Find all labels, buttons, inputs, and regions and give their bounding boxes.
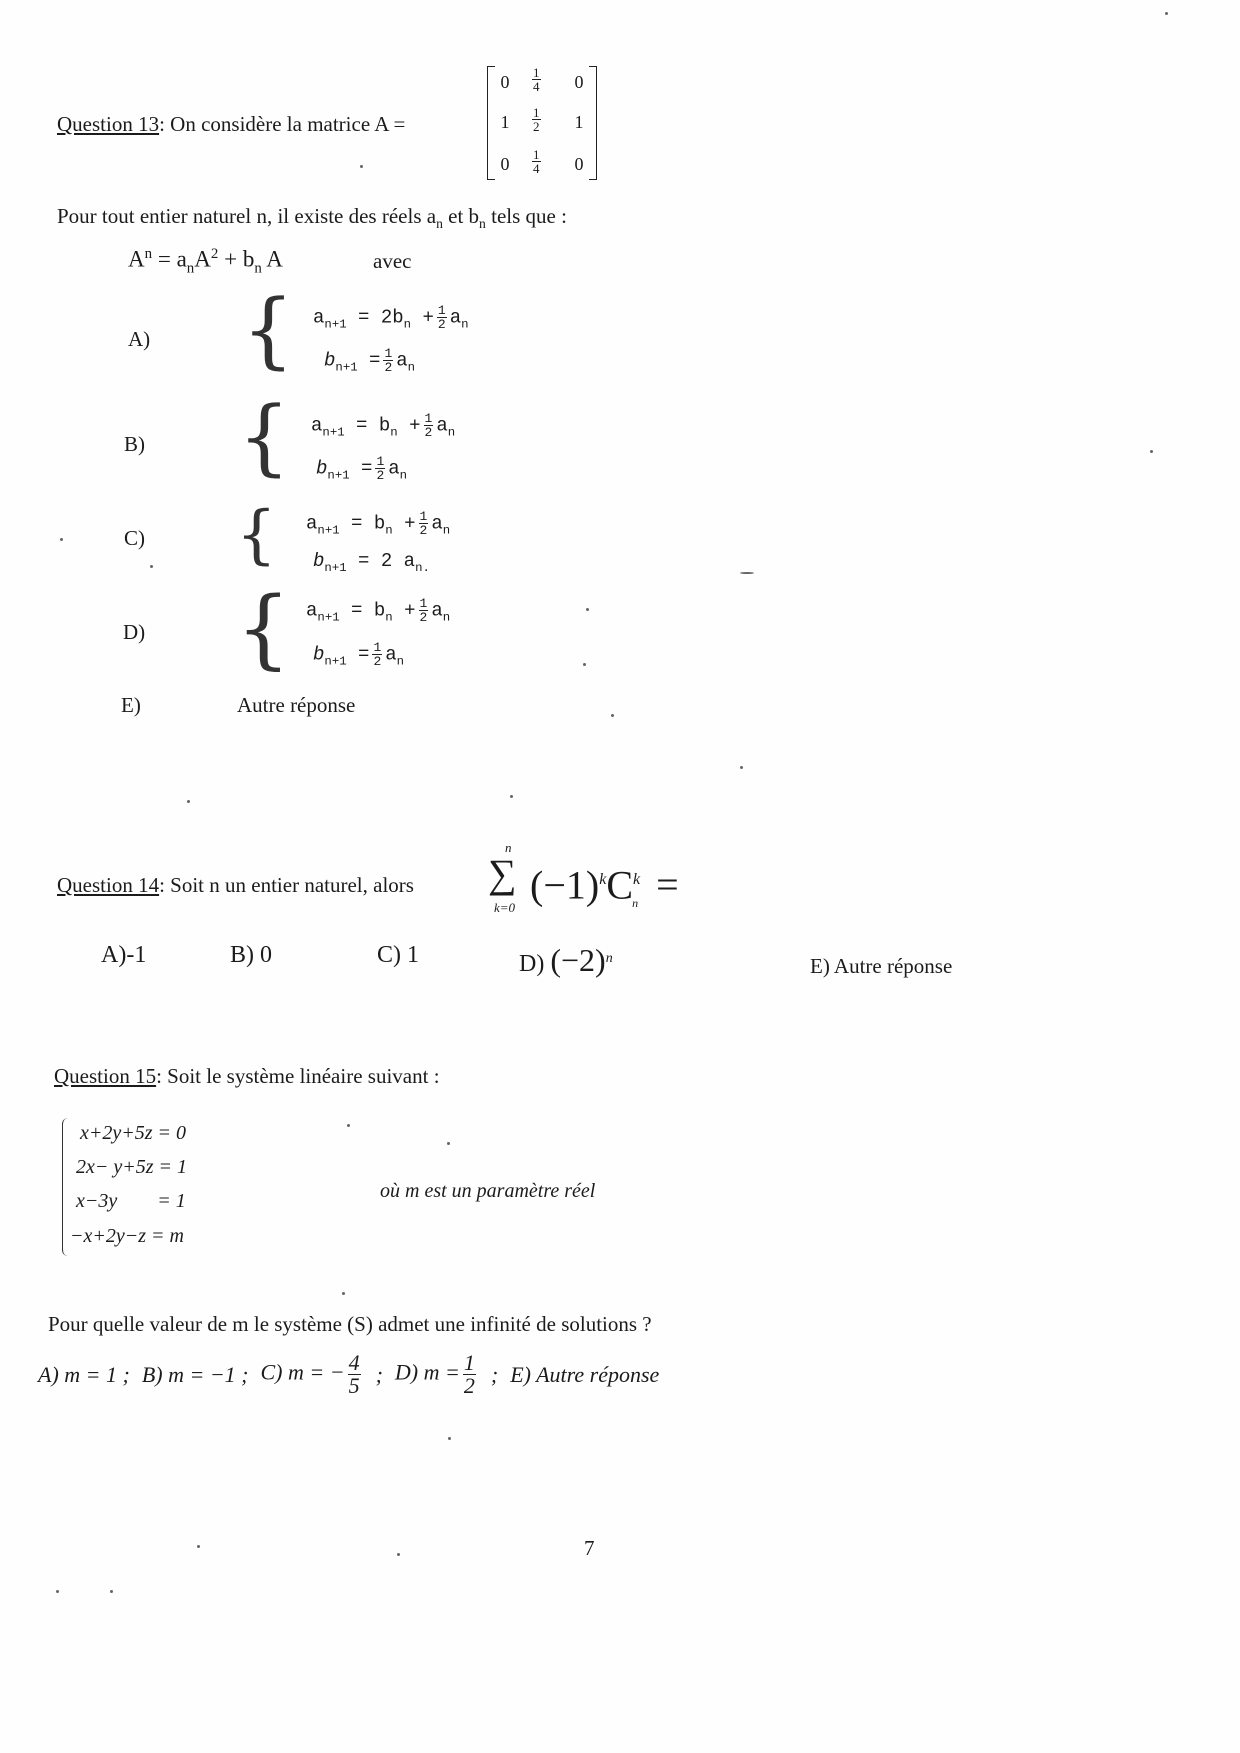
- q14-sum-expression: [488, 840, 728, 920]
- q13-option-b-line2: $b_{n+1}$ = $\frac{1}{2}$ $a_n$: [316, 454, 408, 483]
- q13-option-a-line2: $b_{n+1}$ = $\frac{1}{2}$ $a_n$: [324, 346, 416, 375]
- scan-speck: [583, 663, 586, 666]
- scan-speck: [197, 1545, 200, 1548]
- page-number: 7: [584, 1536, 595, 1560]
- q13-option-b-line1: $a_{n+1} = b_n$ + $\frac{1}{2}$ $a_n$: [311, 411, 456, 440]
- q15-intro: : Soit le système linéaire suivant :: [156, 1064, 440, 1088]
- scan-speck: [1150, 450, 1153, 453]
- q15-equation-3: x−3y = 1: [76, 1190, 186, 1212]
- q13-avec: avec: [373, 249, 412, 273]
- q13-option-a-letter: A): [128, 327, 151, 351]
- q15-answer-e: E) Autre réponse: [510, 1361, 660, 1387]
- scan-speck: [740, 766, 743, 769]
- scan-speck: [448, 1437, 451, 1440]
- q14-label: Question 14: [57, 873, 160, 897]
- scan-speck: [510, 795, 513, 798]
- sigma-icon: ∑: [488, 851, 517, 896]
- scan-speck: [360, 165, 363, 168]
- q13-option-c-line1: $a_{n+1} = b_n$ + $\frac{1}{2}$ $a_n$: [306, 509, 451, 538]
- matrix-cell: 0: [500, 72, 510, 92]
- matrix-cell-frac: $\frac{1}{4}$: [533, 147, 540, 176]
- scan-speck: [397, 1553, 400, 1556]
- sum-body: $(-1)^kC^k_n$ =: [530, 862, 679, 911]
- q13-heading: [57, 112, 405, 137]
- q13-option-d-line1: $a_{n+1} = b_n$ + $\frac{1}{2}$ $a_n$: [306, 596, 451, 625]
- brace-icon: {: [236, 498, 277, 572]
- matrix-cell: 0: [574, 72, 584, 92]
- q13-option-e-text: Autre réponse: [237, 693, 356, 717]
- q13-option-d-line2: $b_{n+1}$ = $\frac{1}{2}$ $a_n$: [313, 640, 405, 669]
- q15-question: Pour quelle valeur de m le système (S) admet une infinité de solutions ?: [48, 1312, 652, 1336]
- q15-answer-b: B) m = −1 ;: [141, 1361, 249, 1387]
- q13-option-b-letter: B): [124, 432, 145, 456]
- q13-statement: Pour tout entier naturel n, il existe des réels $a_n$ et $b_n$ tels que :: [57, 204, 567, 232]
- q15-label: Question 15: [54, 1064, 157, 1088]
- scan-speck: [447, 1142, 450, 1145]
- q14-intro: : Soit n un entier naturel, alors: [159, 873, 414, 897]
- scan-speck: [1165, 12, 1168, 15]
- q13-option-d-letter: D): [123, 620, 146, 644]
- scan-speck: [187, 800, 190, 803]
- q15-answer-a: A) m = 1 ;: [38, 1361, 130, 1387]
- matrix-cell: 1: [500, 112, 510, 132]
- q15-equation-1: x+2y+5z = 0: [80, 1122, 187, 1144]
- q13-matrix: [487, 66, 597, 182]
- q13-intro: : On considère la matrice A =: [159, 112, 406, 136]
- q13-option-e-letter: E): [121, 693, 141, 717]
- q15-param-note: où m est un paramètre réel: [380, 1180, 596, 1202]
- matrix-cell: 0: [500, 154, 510, 174]
- q15-equation-4: −x+2y−z = m: [70, 1225, 184, 1247]
- q15-heading: [54, 1064, 440, 1089]
- q14-answer-b: B) 0: [230, 942, 272, 968]
- q15-answers: A) m = 1 ; B) m = −1 ; C) m = − $\frac{4}{5}$ ; D) m = $\frac{1}{2}$ ; E) Autre réponse: [38, 1350, 660, 1398]
- q14-heading: [57, 873, 414, 898]
- q13-option-a-line1: $a_{n+1} = 2b_n$ + $\frac{1}{2}$ $a_n$: [313, 303, 469, 332]
- sum-lower-limit: k=0: [494, 900, 516, 915]
- q13-formula: $A^n = a_nA^2 + b_n$ A: [128, 246, 283, 277]
- scan-speck: [110, 1590, 113, 1593]
- matrix-cell: 1: [574, 112, 584, 132]
- q14-answer-c: C) 1: [377, 942, 419, 968]
- brace-icon: {: [242, 283, 295, 378]
- q14-answer-d: D) $(-2)^n$: [519, 942, 613, 978]
- matrix-cell: 0: [574, 154, 584, 174]
- matrix-cell-frac: $\frac{1}{2}$: [533, 105, 540, 134]
- q15-equation-2: 2x− y+5z = 1: [76, 1156, 188, 1178]
- brace-icon: {: [236, 579, 291, 679]
- q15-answer-c: C) m = − $\frac{4}{5}$: [260, 1350, 360, 1398]
- q13-option-c-line2: $b_{n+1} = 2$ $a_{n.}$: [313, 550, 430, 575]
- q14-answer-e: E) Autre réponse: [810, 954, 953, 978]
- scan-speck: [60, 538, 63, 541]
- q15-answer-d: D) m = $\frac{1}{2}$: [394, 1350, 475, 1398]
- q14-answer-a: A)-1: [101, 942, 147, 968]
- scan-speck: [611, 714, 614, 717]
- matrix-cell-frac: $\frac{1}{4}$: [533, 65, 540, 94]
- scan-speck: [586, 608, 589, 611]
- q13-label: Question 13: [57, 112, 160, 136]
- scan-speck: [342, 1292, 345, 1295]
- scan-speck: [347, 1124, 350, 1127]
- scan-speck: [150, 565, 153, 568]
- scan-speck: [56, 1590, 59, 1593]
- brace-icon: {: [238, 390, 291, 485]
- q13-option-c-letter: C): [124, 526, 145, 550]
- scan-speck: [740, 572, 754, 574]
- sum-upper-limit: n: [505, 840, 512, 855]
- system-brace-icon: [62, 1118, 69, 1256]
